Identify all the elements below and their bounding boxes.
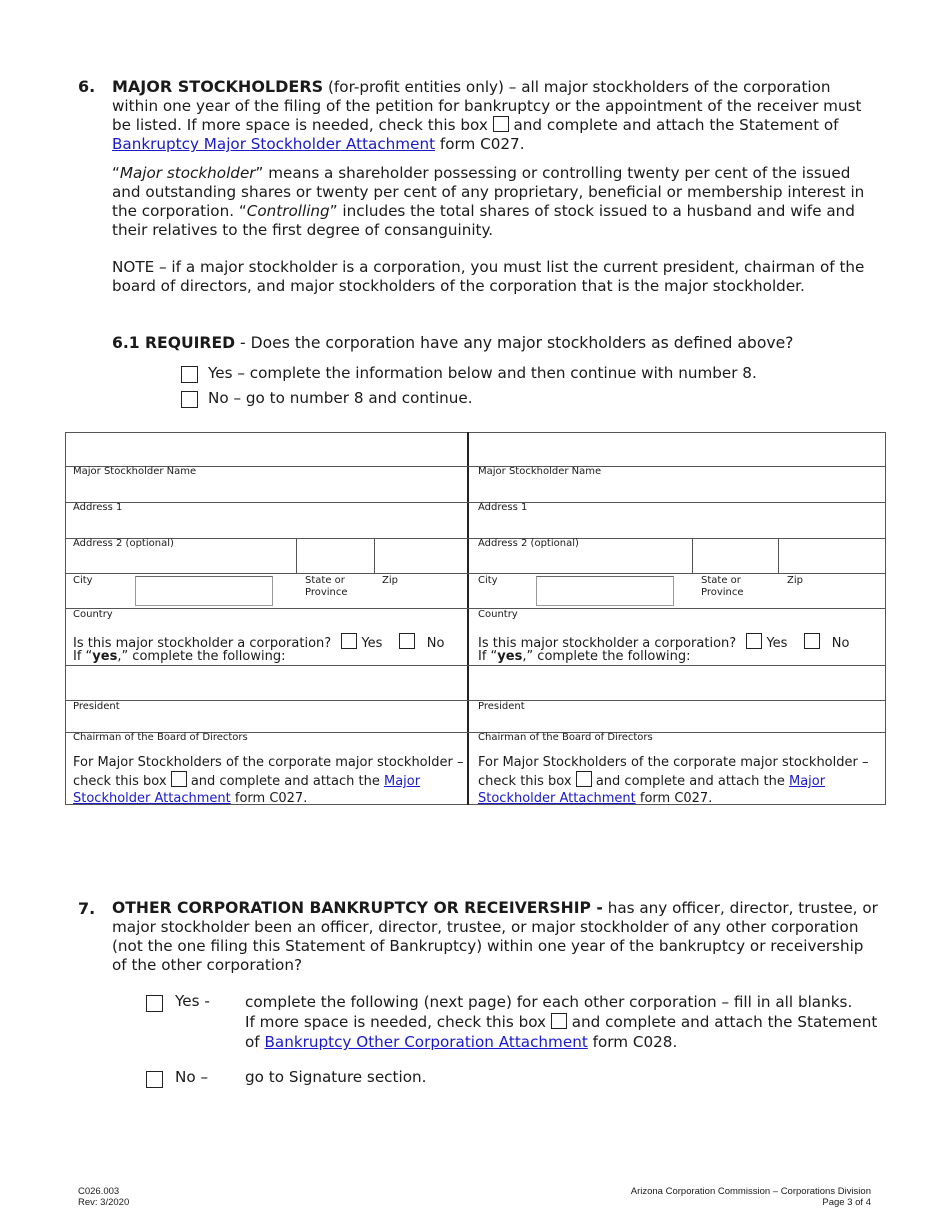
- right-corp-no-checkbox[interactable]: [804, 633, 820, 649]
- left-corp-no-checkbox[interactable]: [399, 633, 415, 649]
- left-state-input[interactable]: [297, 539, 373, 572]
- section-7-no-label: No –: [175, 1068, 209, 1086]
- agency-name: Arizona Corporation Commission – Corporations Division: [630, 1186, 871, 1197]
- left-chairman-input[interactable]: [66, 713, 466, 731]
- page-number: Page 3 of 4: [822, 1197, 871, 1208]
- required-question: 6.1 REQUIRED - Does the corporation have any major stockholders as defined above?: [112, 334, 794, 352]
- form-number: C026.003: [78, 1186, 120, 1197]
- left-president-label: President: [73, 701, 120, 712]
- right-chairman-input[interactable]: [470, 713, 885, 731]
- left-city-label: City: [73, 575, 93, 586]
- yes-option-label: Yes – complete the information below and then continue with number 8.: [208, 364, 757, 382]
- section-6-intro: MAJOR STOCKHOLDERS (for-profit entities only) – all major stockholders of the corporation within one year of the filing of the petition for bankruptcy or the appointment of the receiver must be listed. If more space is needed, check this box and complete and attach the Statement of Bankruptcy Major Stockholder Attachment form C027.: [112, 77, 862, 153]
- right-state-label: State or Province: [701, 575, 744, 598]
- major-stockholder-definition: “Major stockholder” means a shareholder possessing or controlling twenty per cent of the issued and outstanding shares or twenty per cent of any proprietary, beneficial or membership interest in the corporation. “Controlling” includes the total shares of stock issued to a husband and wife and their relatives to the first degree of consanguinity.: [112, 164, 865, 239]
- table-divider: [467, 432, 469, 805]
- right-corp-yes-checkbox[interactable]: [746, 633, 762, 649]
- left-zip-input[interactable]: [375, 539, 466, 572]
- yes-major-stockholders-checkbox[interactable]: [181, 366, 198, 383]
- left-address2-input[interactable]: [66, 514, 466, 537]
- left-name-label: Major Stockholder Name: [73, 466, 197, 477]
- left-president-input[interactable]: [66, 667, 466, 699]
- section-7-extra-space-checkbox[interactable]: [551, 1013, 567, 1029]
- right-zip-input[interactable]: [779, 539, 885, 572]
- right-country-input[interactable]: [536, 576, 674, 606]
- right-attach-link-b[interactable]: Stockholder Attachment: [478, 791, 636, 806]
- section-7-yes-checkbox[interactable]: [146, 995, 163, 1012]
- right-zip-label: Zip: [787, 575, 803, 586]
- right-city-label: City: [478, 575, 498, 586]
- right-country-label: Country: [478, 609, 518, 620]
- section-6-number: 6.: [78, 77, 96, 96]
- right-attach-text: For Major Stockholders of the corporate major stockholder – check this box and complete and attach the Major Stockholder Attachment form C027.: [478, 755, 869, 806]
- left-address2-label: Address 2 (optional): [73, 538, 174, 549]
- right-chairman-label: Chairman of the Board of Directors: [478, 732, 653, 743]
- left-name-input[interactable]: [66, 433, 466, 466]
- left-if-yes-text: If “yes,” complete the following:: [73, 649, 286, 664]
- revision: Rev: 3/2020: [78, 1197, 130, 1208]
- no-option-label: No – go to number 8 and continue.: [208, 389, 473, 407]
- other-corporation-attachment-link[interactable]: Bankruptcy Other Corporation Attachment: [264, 1033, 588, 1051]
- right-corp-question: Is this major stockholder a corporation? Yes No: [478, 633, 849, 652]
- left-attach-link-a[interactable]: Major: [383, 774, 421, 789]
- left-country-label: Country: [73, 609, 113, 620]
- right-state-input[interactable]: [693, 539, 777, 572]
- note-paragraph: NOTE – if a major stockholder is a corporation, you must list the current president, chairman of the board of directors, and major stockholders of the corporation that is the major stockholder.: [112, 258, 865, 295]
- footer-form-info: [78, 1186, 129, 1208]
- no-major-stockholders-checkbox[interactable]: [181, 391, 198, 408]
- right-attach-checkbox[interactable]: [576, 771, 592, 787]
- section-7-yes-instructions: complete the following (next page) for each other corporation – fill in all blanks. If more space is needed, check this box and complete and attach the Statement of Bankruptcy Other Corporation Attachment form C028.: [245, 993, 878, 1051]
- left-corp-yes-checkbox[interactable]: [341, 633, 357, 649]
- right-attach-link-a[interactable]: Major: [788, 774, 826, 789]
- section-6-title: MAJOR STOCKHOLDERS: [112, 77, 324, 96]
- major-stockholder-attachment-link[interactable]: Bankruptcy Major Stockholder Attachment: [112, 135, 436, 153]
- left-country-input[interactable]: [135, 576, 273, 606]
- footer-agency-info: [631, 1186, 871, 1208]
- right-name-label: Major Stockholder Name: [478, 466, 602, 477]
- right-name-input[interactable]: [470, 433, 885, 466]
- left-corp-question: Is this major stockholder a corporation? Yes No: [73, 633, 444, 652]
- right-address2-label: Address 2 (optional): [478, 538, 579, 549]
- section-7-title: OTHER CORPORATION BANKRUPTCY OR RECEIVERSHIP -: [112, 899, 603, 917]
- right-president-label: President: [478, 701, 525, 712]
- required-label: 6.1 REQUIRED: [112, 334, 236, 352]
- right-if-yes-text: If “yes,” complete the following:: [478, 649, 691, 664]
- section-7-yes-label: Yes -: [175, 992, 210, 1010]
- extra-space-checkbox[interactable]: [493, 116, 509, 132]
- left-attach-text: For Major Stockholders of the corporate major stockholder – check this box and complete and attach the Major Stockholder Attachment form C027.: [73, 755, 464, 806]
- section-7-intro: OTHER CORPORATION BANKRUPTCY OR RECEIVERSHIP - has any officer, director, trustee, or major stockholder been an officer, director, trustee, or major stockholder of any other corporation (not the one filing this Statement of Bankruptcy) within one year of the bankruptcy or receivership of the other corporation?: [112, 899, 878, 974]
- right-president-input[interactable]: [470, 667, 885, 699]
- section-7-no-checkbox[interactable]: [146, 1071, 163, 1088]
- left-attach-link-b[interactable]: Stockholder Attachment: [73, 791, 231, 806]
- left-state-label: State or Province: [305, 575, 348, 598]
- left-chairman-label: Chairman of the Board of Directors: [73, 732, 248, 743]
- left-address1-label: Address 1: [73, 502, 123, 513]
- left-address1-input[interactable]: [66, 478, 466, 501]
- left-attach-checkbox[interactable]: [171, 771, 187, 787]
- section-7-number: 7.: [78, 899, 96, 918]
- left-zip-label: Zip: [382, 575, 398, 586]
- right-address1-label: Address 1: [478, 502, 528, 513]
- right-address2-input[interactable]: [470, 514, 885, 537]
- section-7-no-text: go to Signature section.: [245, 1068, 427, 1086]
- right-address1-input[interactable]: [470, 478, 885, 501]
